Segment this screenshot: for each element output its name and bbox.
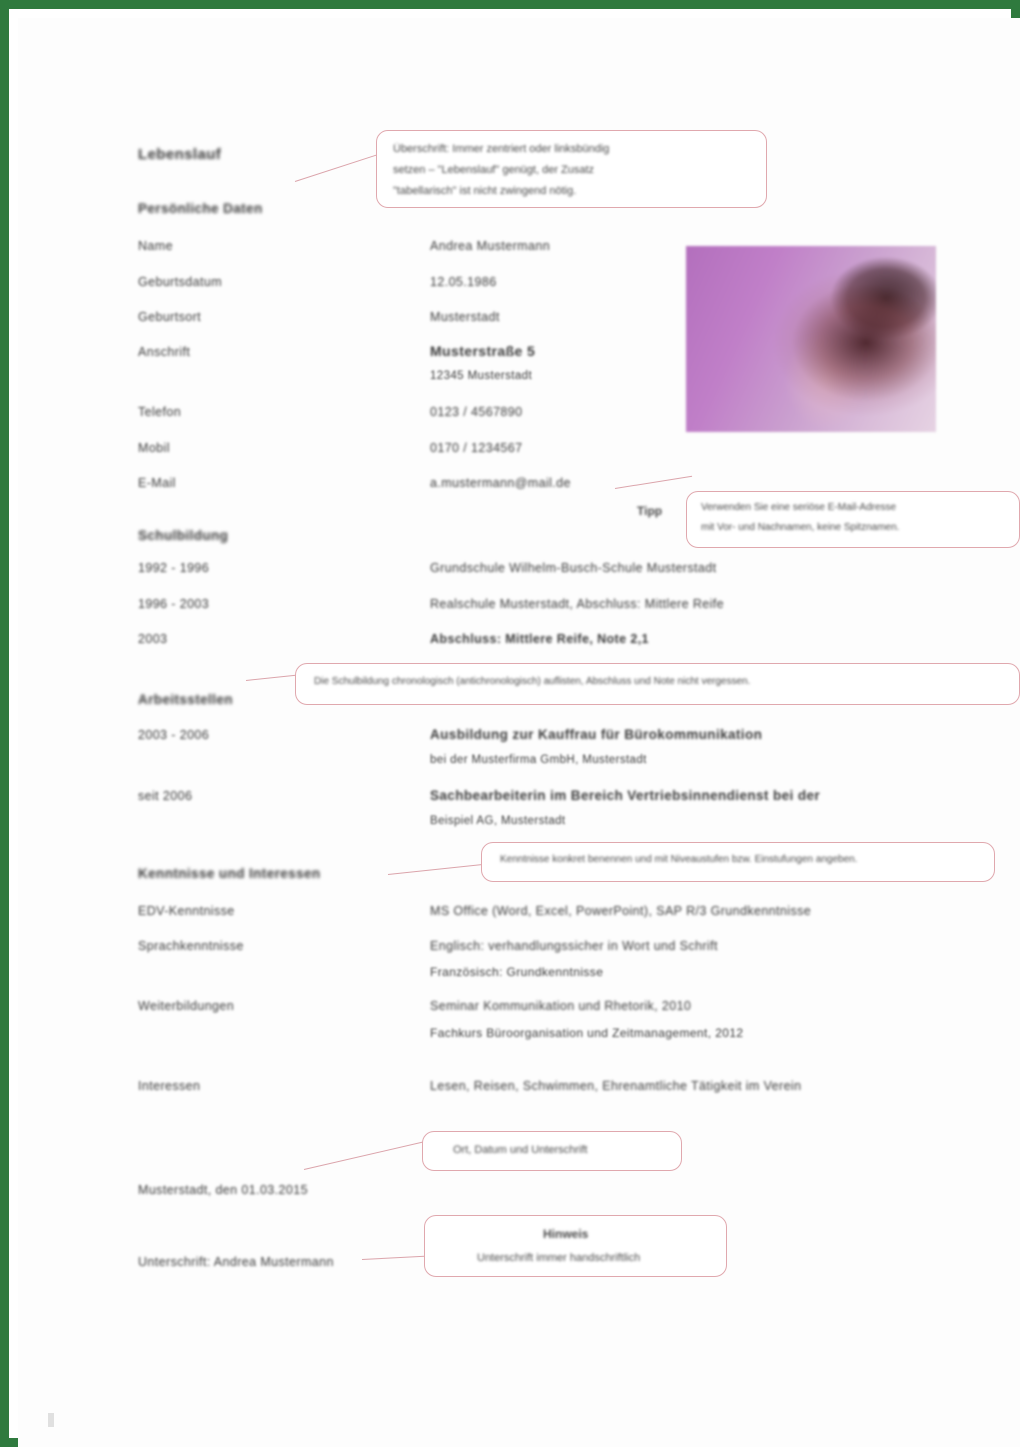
label-phone: Telefon (138, 405, 182, 419)
skills-value-2: Seminar Kommunikation und Rhetorik, 2010 (430, 999, 692, 1013)
leader-line-education-annotation (246, 674, 302, 681)
skills-value-2-sub: Fachkurs Büroorganisation und Zeitmanagement, 2012 (430, 1026, 744, 1040)
skills-label-2: Weiterbildungen (138, 999, 235, 1013)
section-heading-education: Schulbildung (138, 528, 229, 543)
place-and-date: Musterstadt, den 01.03.2015 (138, 1183, 308, 1197)
value-email: a.mustermann@mail.de (430, 476, 571, 490)
skills-value-1: Englisch: verhandlungssicher in Wort und Schrift (430, 939, 718, 953)
leader-line-title-annotation (295, 154, 377, 182)
value-address-city: 12345 Musterstadt (430, 370, 533, 382)
education-value-2: Abschluss: Mittlere Reife, Note 2,1 (430, 632, 649, 646)
annotation-title-line-1: setzen – "Lebenslauf" genügt, der Zusatz (393, 164, 595, 176)
annotation-email (637, 491, 1020, 548)
annotation-education-line-0: Die Schulbildung chronologisch (antichronologisch) auflisten, Abschluss und Note nicht vergessen. (314, 676, 751, 687)
education-period-2: 2003 (138, 632, 168, 646)
education-period-0: 1992 - 1996 (138, 561, 210, 575)
annotation-education (295, 663, 1020, 705)
page-margin-mark (48, 1413, 54, 1427)
label-name: Name (138, 239, 173, 253)
work-value-1: Sachbearbeiterin im Bereich Vertriebsinnendienst bei der (430, 788, 821, 803)
annotation-title (376, 130, 767, 208)
page-title: Lebenslauf (138, 146, 222, 163)
skills-value-1-sub: Französisch: Grundkenntnisse (430, 965, 604, 979)
annotation-skills-line-0: Kenntnisse konkret benennen und mit Niveaustufen bzw. Einstufungen angeben. (500, 854, 858, 865)
value-address-street: Musterstraße 5 (430, 343, 536, 359)
skills-label-3: Interessen (138, 1079, 201, 1093)
work-period-0: 2003 - 2006 (138, 728, 210, 742)
skills-label-1: Sprachkenntnisse (138, 939, 244, 953)
annotation-email-title: Tipp (637, 504, 663, 518)
education-period-1: 1996 - 2003 (138, 597, 210, 611)
annotation-email-line-1: mit Vor- und Nachnamen, keine Spitznamen. (701, 522, 900, 533)
applicant-photo (686, 246, 936, 432)
leader-line-signature-annotation (304, 1141, 426, 1170)
annotation-skills (481, 842, 995, 882)
skills-value-0: MS Office (Word, Excel, PowerPoint), SAP R/3 Grundkenntnisse (430, 904, 812, 918)
education-value-1: Realschule Musterstadt, Abschluss: Mittlere Reife (430, 597, 725, 611)
work-period-1: seit 2006 (138, 789, 193, 803)
label-birthdate: Geburtsdatum (138, 275, 223, 289)
skills-label-0: EDV-Kenntnisse (138, 904, 235, 918)
label-mobile: Mobil (138, 441, 170, 455)
value-mobile: 0170 / 1234567 (430, 441, 523, 455)
label-email: E-Mail (138, 476, 176, 490)
leader-line-bottom-annotation (362, 1255, 432, 1260)
work-value-0: Ausbildung zur Kauffrau für Bürokommunikation (430, 727, 763, 742)
section-heading-work: Arbeitsstellen (138, 692, 233, 707)
leader-line-skills-annotation (388, 864, 488, 875)
annotation-signature-line-0: Ort, Datum und Unterschrift (453, 1144, 588, 1156)
work-value-1-sub: Beispiel AG, Musterstadt (430, 815, 566, 827)
label-birthplace: Geburtsort (138, 310, 202, 324)
annotation-bottom-line-0: Unterschrift immer handschriftlich (477, 1252, 641, 1264)
annotation-bottom (424, 1215, 727, 1277)
annotation-email-line-0: Verwenden Sie eine seriöse E-Mail-Adresse (701, 502, 897, 513)
label-address: Anschrift (138, 345, 191, 359)
annotation-signature (422, 1131, 682, 1171)
education-value-0: Grundschule Wilhelm-Busch-Schule Musterstadt (430, 561, 717, 575)
signature-line: Unterschrift: Andrea Mustermann (138, 1255, 334, 1269)
work-value-0-sub: bei der Musterfirma GmbH, Musterstadt (430, 754, 647, 766)
value-name: Andrea Mustermann (430, 239, 551, 253)
section-heading-skills: Kenntnisse und Interessen (138, 866, 321, 881)
value-birthplace: Musterstadt (430, 310, 500, 324)
value-phone: 0123 / 4567890 (430, 405, 523, 419)
annotation-title-line-0: Überschrift: Immer zentriert oder linksbündig (393, 143, 610, 155)
leader-line-email-annotation (615, 476, 692, 489)
skills-value-3: Lesen, Reisen, Schwimmen, Ehrenamtliche Tätigkeit im Verein (430, 1079, 802, 1093)
document-sheet (18, 18, 1020, 1447)
annotation-title-line-2: "tabellarisch" ist nicht zwingend nötig. (393, 185, 577, 197)
value-birthdate: 12.05.1986 (430, 275, 497, 289)
section-heading-personal: Persönliche Daten (138, 201, 263, 216)
annotation-bottom-title: Hinweis (543, 1227, 589, 1241)
